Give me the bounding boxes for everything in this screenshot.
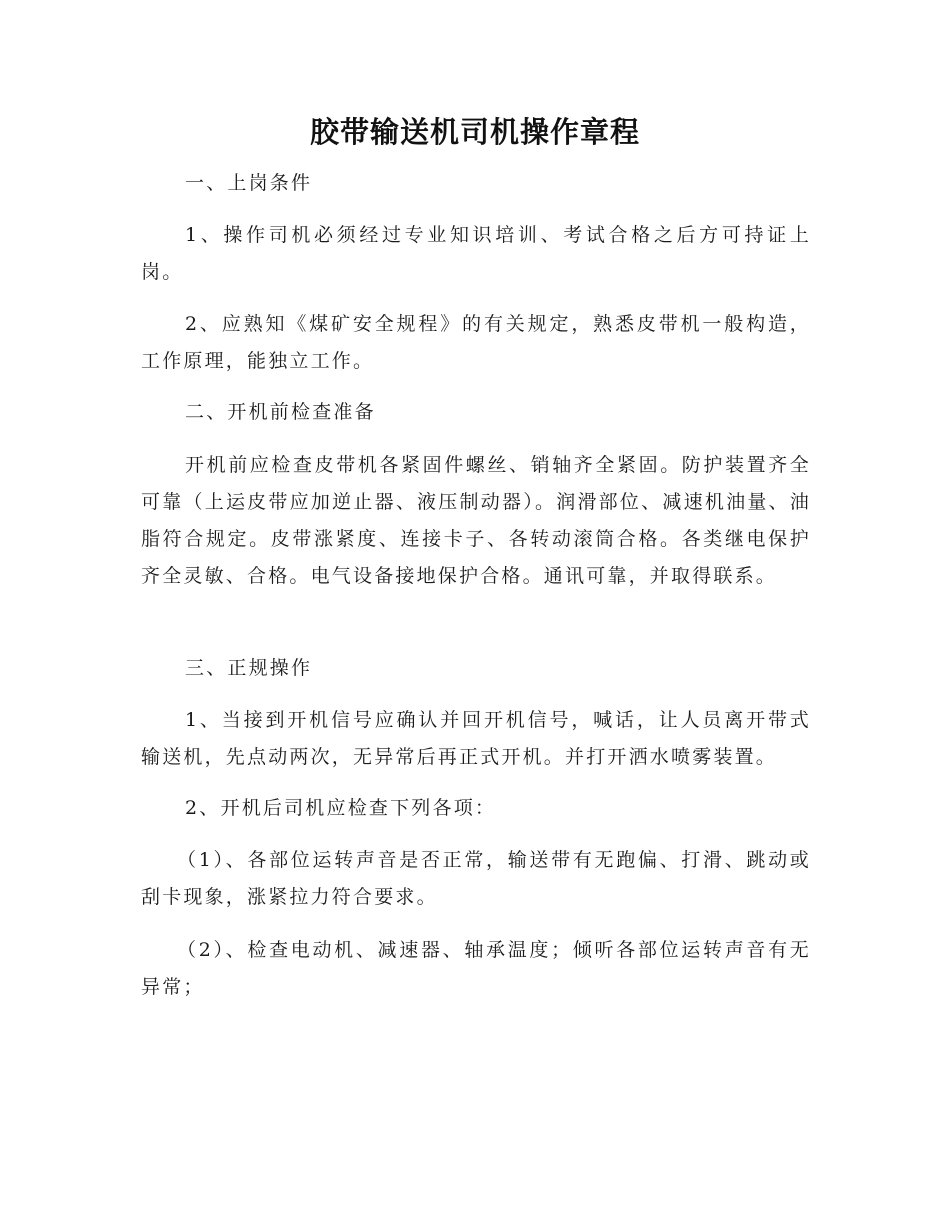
paragraph-pre-start-inspection: 开机前应检查皮带机各紧固件螺丝、销轴齐全紧固。防护装置齐全可靠（上运皮带应加逆止器、液压制动器）。润滑部位、减速机油量、油脂符合规定。皮带涨紧度、连接卡子、各转动滚筒合格。各类继电保护齐全灵敏、合格。电气设备接地保护合格。通讯可靠，并取得联系。 [141,454,811,587]
paragraph-check-item-2: （2）、检查电动机、减速器、轴承温度；倾听各部位运转声音有无异常； [141,939,811,998]
section-heading-qualification: 一、上岗条件 [185,172,313,194]
document-title: 胶带输送机司机操作章程 [309,115,640,149]
paragraph-safety-regulations: 2、应熟知《煤矿安全规程》的有关规定，熟悉皮带机一般构造，工作原理，能独立工作。 [141,313,811,372]
section-heading-pre-start-check: 二、开机前检查准备 [185,401,376,423]
paragraph-check-item-1: （1）、各部位运转声音是否正常，输送带有无跑偏、打滑、跳动或刮卡现象，涨紧拉力符合要求。 [141,849,811,908]
paragraph-training-requirement: 1、操作司机必须经过专业知识培训、考试合格之后方可持证上岗。 [141,224,811,283]
paragraph-start-signal: 1、当接到开机信号应确认并回开机信号，喊话，让人员离开带式输送机，先点动两次，无异常后再正式开机。并打开洒水喷雾装置。 [141,709,811,768]
paragraph-post-start-checks: 2、开机后司机应检查下列各项： [185,797,497,819]
section-heading-standard-operation: 三、正规操作 [185,657,313,679]
